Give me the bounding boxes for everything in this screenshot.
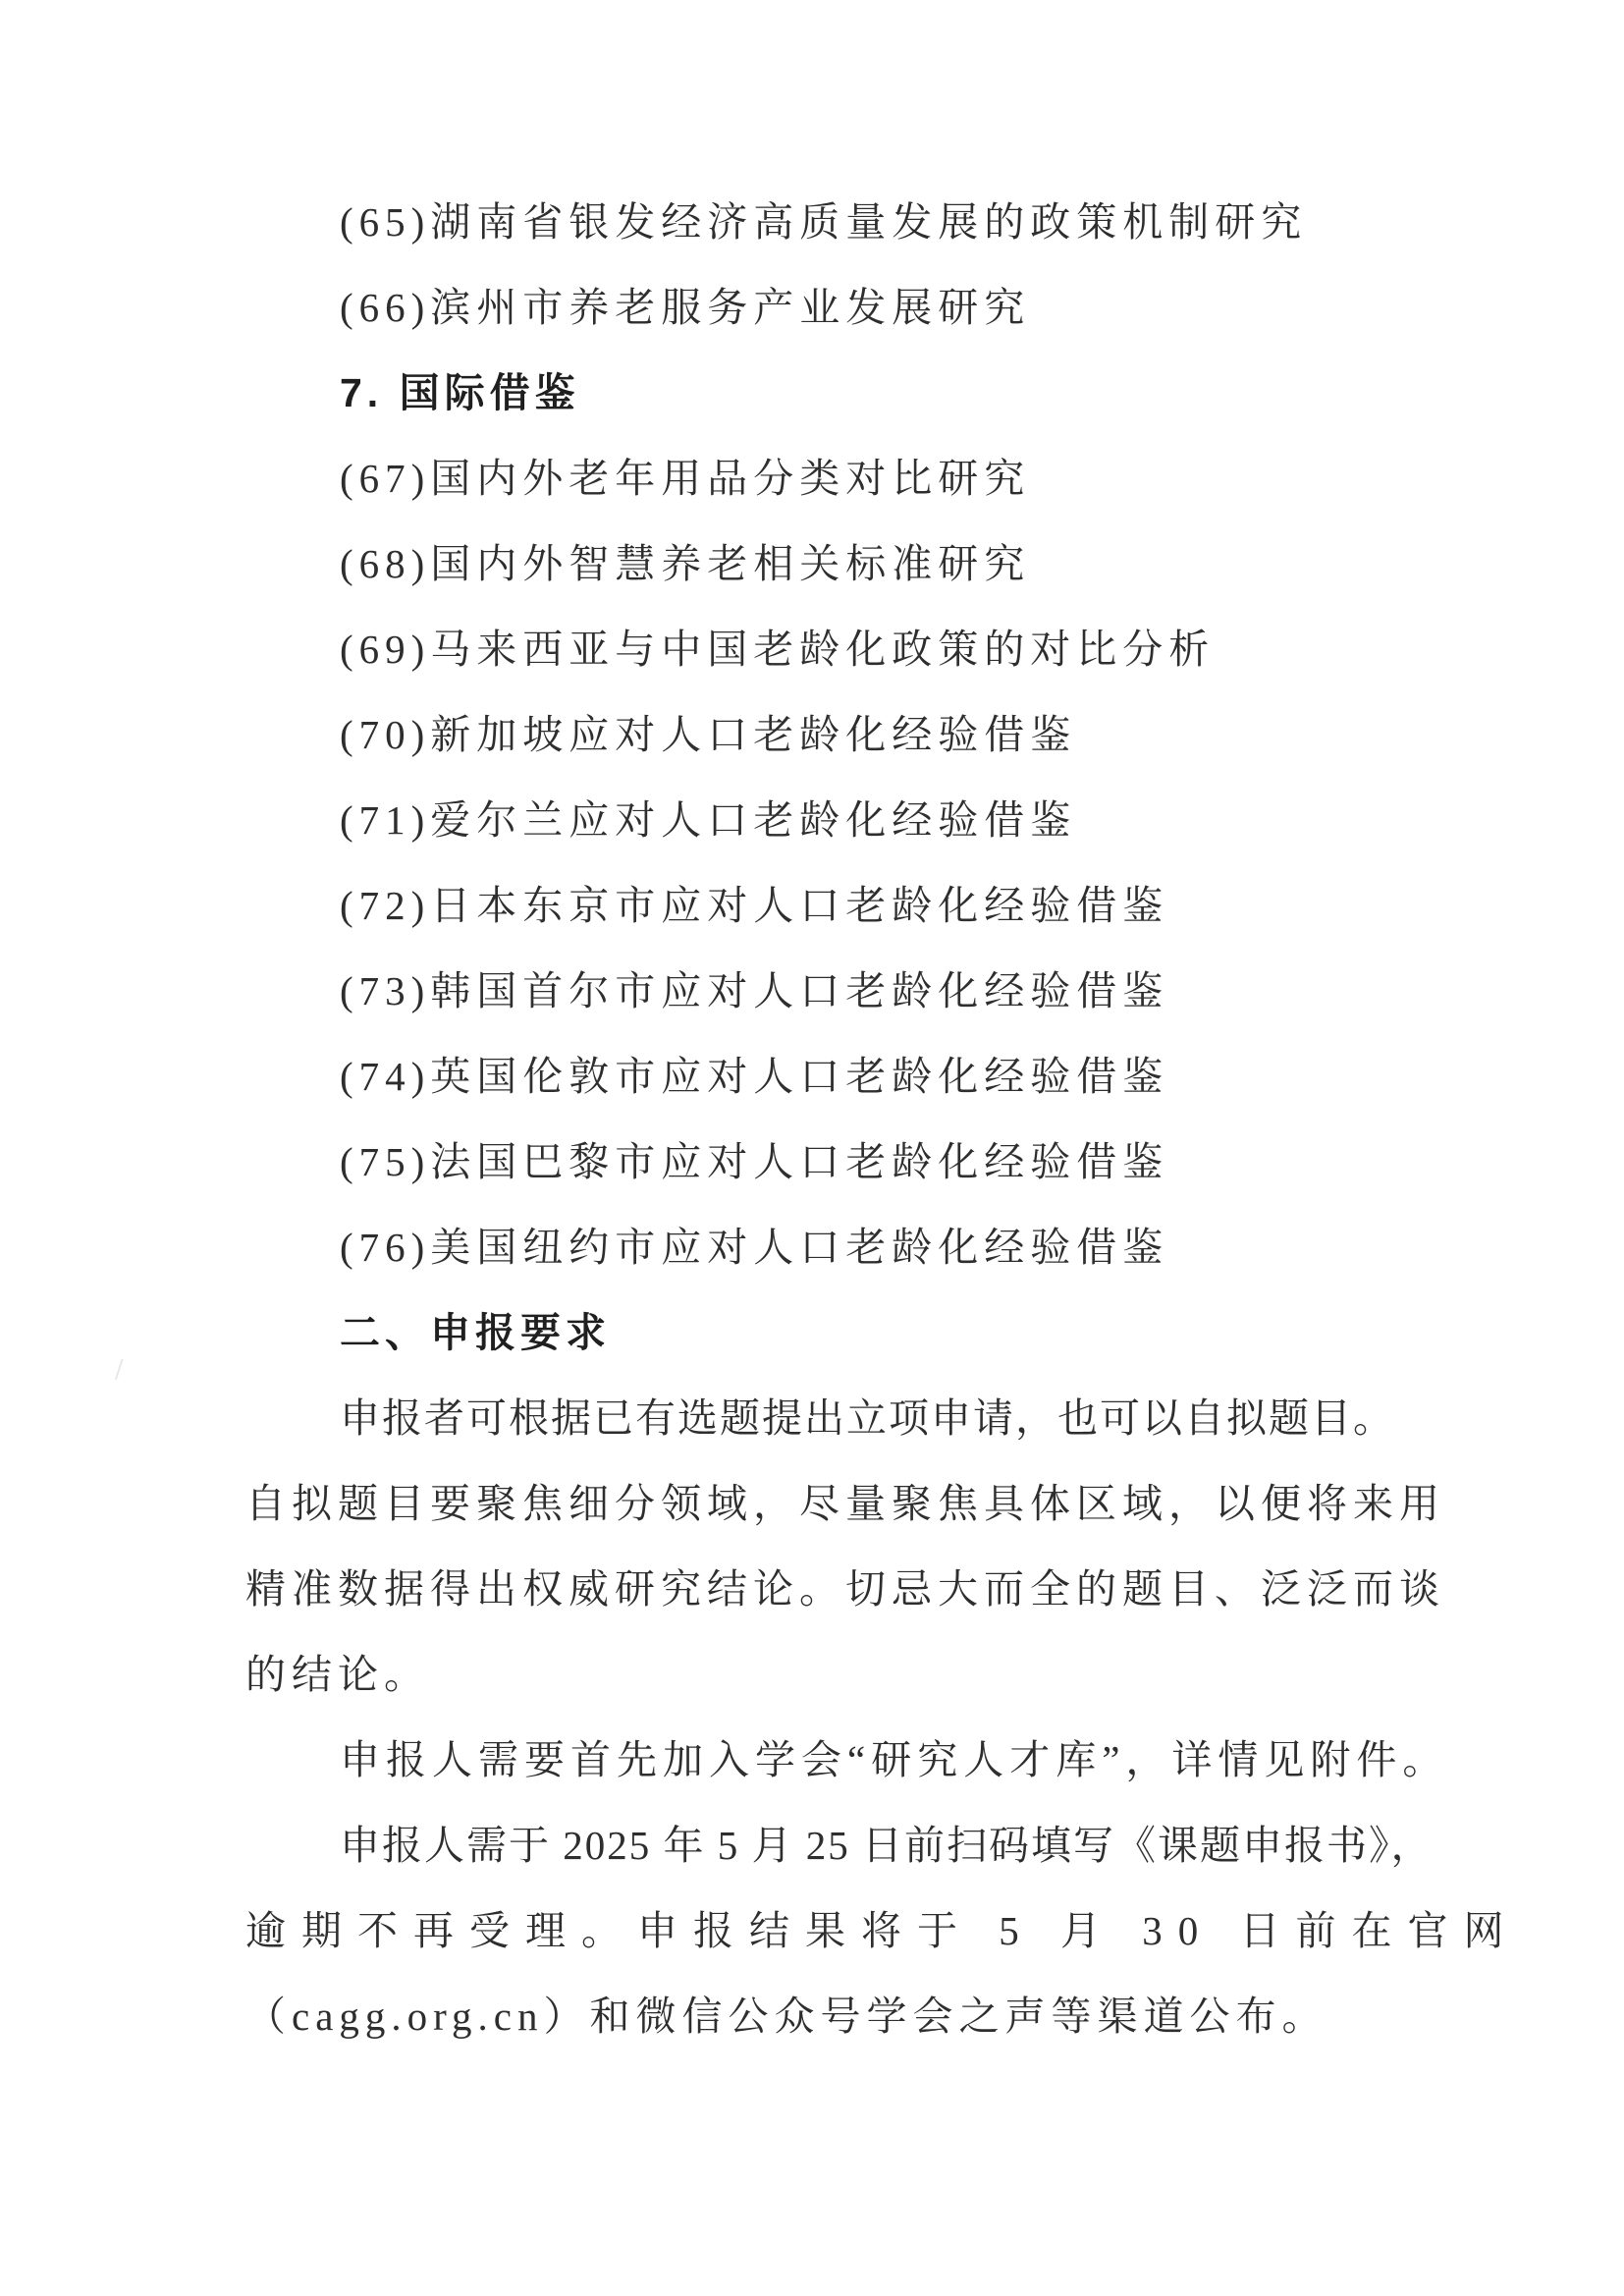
document-content: [245, 180, 1520, 2059]
topic-item-71: (71)爱尔兰应对人口老龄化经验借鉴: [340, 797, 1077, 843]
scan-artifact: [115, 1359, 133, 1384]
paragraph-line: （cagg.org.cn）和微信公众号学会之声等渠道公布。: [245, 1994, 1328, 2039]
topic-item-69: (69)马来西亚与中国老龄化政策的对比分析: [340, 627, 1216, 672]
topic-item-68: (68)国内外智慧养老相关标准研究: [340, 541, 1031, 586]
paragraph-line: 自拟题目要聚焦细分领域，尽量聚焦具体区域，以便将来用: [245, 1481, 1445, 1526]
paragraph-line: 申报者可根据已有选题提出立项申请，也可以自拟题目。: [340, 1395, 1395, 1441]
paragraph-line: 申报人需要首先加入学会“研究人才库”，详情见附件。: [340, 1737, 1449, 1782]
paragraph-line: 申报人需于 2025 年 5 月 25 日前扫码填写《课题申报书》，: [340, 1823, 1434, 1868]
paragraph-line: 的结论。: [245, 1652, 430, 1697]
topic-item-76: (76)美国纽约市应对人口老龄化经验借鉴: [340, 1225, 1169, 1270]
topic-item-70: (70)新加坡应对人口老龄化经验借鉴: [340, 712, 1077, 757]
paragraph-line: 逾期不再受理。申报结果将于 5 月 30 日前在官网: [245, 1908, 1520, 1953]
topic-item-67: (67)国内外老年用品分类对比研究: [340, 456, 1031, 501]
section-heading-international: 7. 国际借鉴: [340, 370, 580, 415]
paragraph-line: 精准数据得出权威研究结论。切忌大而全的题目、泛泛而谈: [245, 1566, 1445, 1612]
topic-item-72: (72)日本东京市应对人口老龄化经验借鉴: [340, 883, 1169, 928]
topic-item-75: (75)法国巴黎市应对人口老龄化经验借鉴: [340, 1139, 1169, 1184]
topic-item-73: (73)韩国首尔市应对人口老龄化经验借鉴: [340, 968, 1169, 1013]
topic-item-65: (65)湖南省银发经济高质量发展的政策机制研究: [340, 199, 1308, 245]
section-heading-requirements: 二、申报要求: [340, 1310, 611, 1355]
topic-item-66: (66)滨州市养老服务产业发展研究: [340, 285, 1031, 330]
topic-item-74: (74)英国伦敦市应对人口老龄化经验借鉴: [340, 1054, 1169, 1099]
